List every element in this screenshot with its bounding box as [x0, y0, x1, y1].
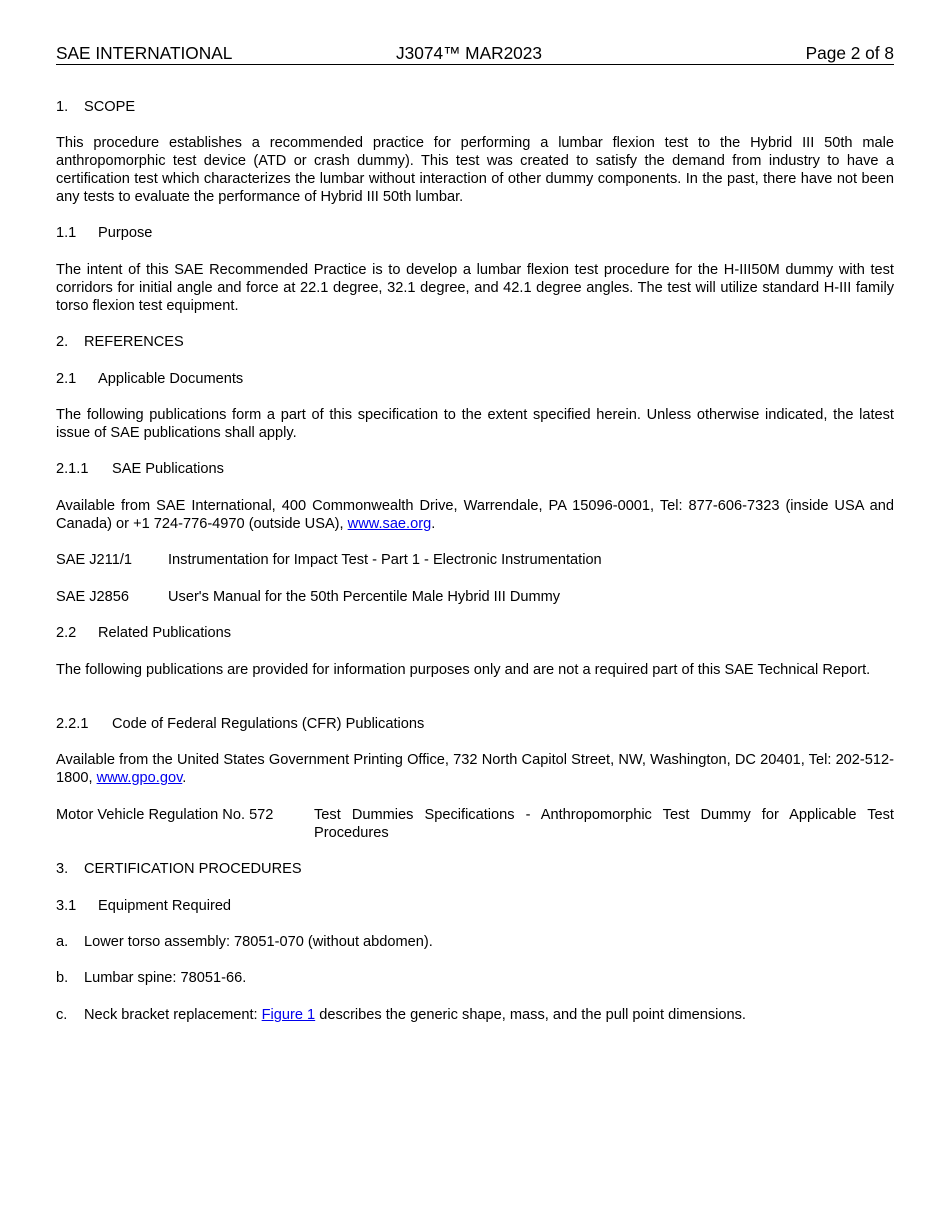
sae-website-link[interactable]: www.sae.org [347, 516, 432, 532]
cfr-reference-row [56, 806, 894, 842]
header-page-number: Page 2 of 8 [805, 43, 894, 63]
section-2-1-heading: 2.1 Applicable Documents [56, 371, 244, 387]
section-2-1-paragraph: The following publications form a part of this specification to the extent specified herein. Unless otherwise indicated, the latest issue of SAE publications shall apply. [56, 407, 894, 441]
section-2-2-1-paragraph: Available from the United States Government Printing Office, 732 North Capitol Street, NW, Washington, DC 20401, Tel: 202-512-1800, www.gpo.gov. [56, 752, 894, 786]
section-2-2-paragraph: The following publications are provided for information purposes only and are not a required part of this SAE Technical Report. [56, 662, 871, 678]
section-3-heading: 3. CERTIFICATION PROCEDURES [56, 861, 302, 877]
section-3-1-heading: 3.1 Equipment Required [56, 898, 232, 914]
reference-row: SAE J211/1 Instrumentation for Impact Test - Part 1 - Electronic Instrumentation [56, 552, 602, 568]
section-2-1-1-heading: 2.1.1 SAE Publications [56, 461, 224, 477]
cfr-reference-title: Test Dummies Specifications - Anthropomorphic Test Dummy for Applicable Test Procedures [314, 807, 894, 841]
gpo-website-link[interactable]: www.gpo.gov [96, 770, 183, 786]
section-1-heading: 1. SCOPE [56, 99, 136, 115]
section-1-1-paragraph: The intent of this SAE Recommended Practice is to develop a lumbar flexion test procedure for the H-III50M dummy with test corridors for initial angle and force at 22.1 degree, 32.1 degree, and 42.1 degree angles. The test will utilize standard H-III family torso flexion test equipment. [56, 262, 894, 314]
header-doc-id: J3074™ MAR2023 [396, 43, 543, 63]
header-org: SAE INTERNATIONAL [56, 43, 233, 63]
section-1-1-heading: 1.1 Purpose [56, 225, 153, 241]
section-1-paragraph: This procedure establishes a recommended practice for performing a lumbar flexion test to the Hybrid III 50th male anthropomorphic test device (ATD or crash dummy). This test was created to satisfy the demand from industry to have a certification test which characterizes the lumbar without interaction of other dummy components. In the past, there have not been any tests to evaluate the performance of Hybrid III 50th lumbar. [56, 135, 894, 205]
reference-row: SAE J2856 User's Manual for the 50th Percentile Male Hybrid III Dummy [56, 589, 561, 605]
section-2-heading: 2. REFERENCES [56, 334, 184, 350]
section-2-2-heading: 2.2 Related Publications [56, 625, 232, 641]
list-item: b. Lumbar spine: 78051-66. [56, 970, 247, 986]
list-item: a. Lower torso assembly: 78051-070 (without abdomen). [56, 934, 433, 950]
page-header [56, 43, 894, 65]
cfr-reference-code: Motor Vehicle Regulation No. 572 [56, 807, 274, 823]
section-2-1-1-paragraph: Available from SAE International, 400 Commonwealth Drive, Warrendale, PA 15096-0001, Tel: 877-606-7323 (inside USA and Canada) or +1 724-776-4970 (outside USA), www.sae.org. [56, 498, 894, 532]
figure-1-link[interactable]: Figure 1 [261, 1007, 316, 1023]
list-item: c. Neck bracket replacement: Figure 1 describes the generic shape, mass, and the pull point dimensions. [56, 1007, 746, 1023]
section-2-2-1-heading: 2.2.1 Code of Federal Regulations (CFR) Publications [56, 716, 425, 732]
